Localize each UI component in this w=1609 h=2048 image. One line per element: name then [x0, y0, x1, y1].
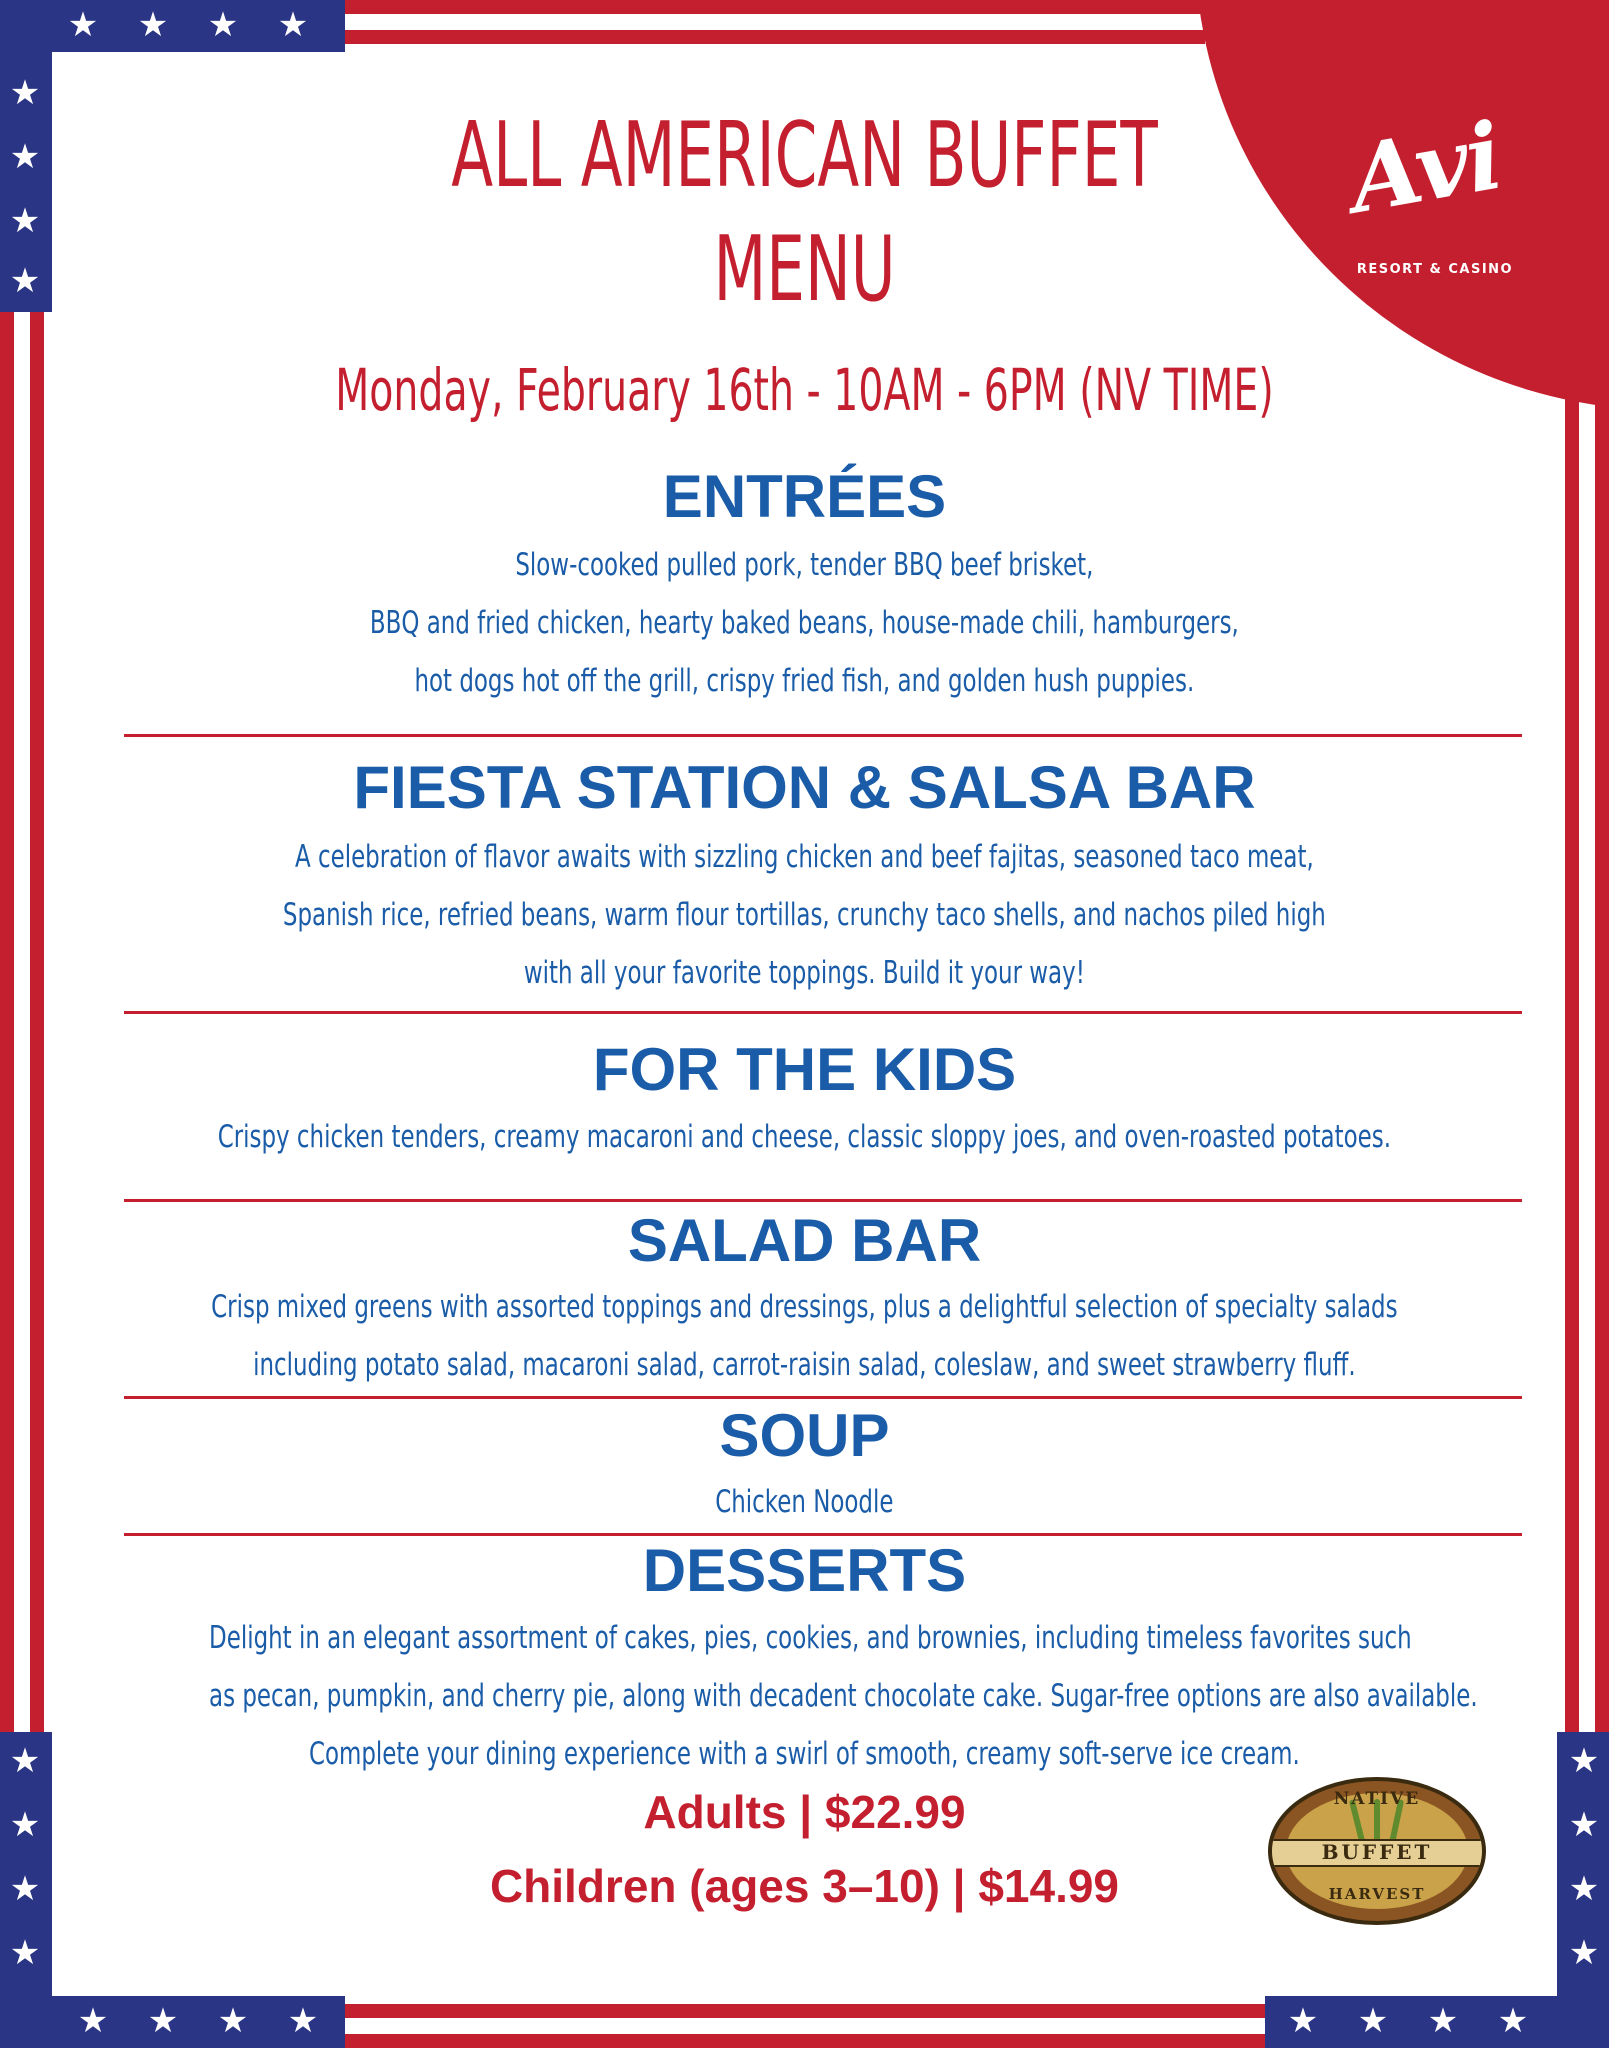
star-icon: ★	[9, 137, 41, 177]
badge-middle-text: BUFFET	[1321, 1840, 1433, 1864]
section-heading-kids: FOR THE KIDS	[592, 1036, 1017, 1103]
menu-title-line2: MENU	[713, 217, 896, 322]
section-heading-fiesta: FIESTA STATION & SALSA BAR	[353, 754, 1256, 821]
section-line: Spanish rice, refried beans, warm flour tortillas, crunchy taco shells, and nachos piled high	[282, 897, 1326, 933]
bottom-red-stripe	[345, 2004, 1265, 2018]
section-line: including potato salad, macaroni salad, carrot-raisin salad, coleslaw, and sweet strawberry fluff.	[253, 1347, 1356, 1383]
badge-top-text: NATIVE	[1333, 1789, 1421, 1809]
child-price: Children (ages 3–10) | $14.99	[489, 1860, 1120, 1912]
section-line: Slow-cooked pulled pork, tender BBQ beef brisket,	[515, 547, 1094, 583]
section-line: Delight in an elegant assortment of cakes, pies, cookies, and brownies, including timeless favorites such	[209, 1620, 1412, 1656]
star-icon: ★	[1427, 2001, 1459, 2041]
star-icon: ★	[1568, 1805, 1600, 1845]
star-icon: ★	[1287, 2001, 1319, 2041]
star-icon: ★	[1568, 1741, 1600, 1781]
star-icon: ★	[217, 2001, 249, 2041]
divider	[124, 1011, 1522, 1014]
top-red-stripe-2	[345, 30, 1205, 44]
star-icon: ★	[277, 5, 309, 45]
event-date: Monday, February 16th - 10AM - 6PM (NV TIME)	[335, 356, 1274, 424]
section-line: Complete your dining experience with a swirl of smooth, creamy soft-serve ice cream.	[308, 1736, 1300, 1772]
section-body-soup	[209, 1473, 1400, 1531]
logo-subtitle: RESORT & CASINO	[1356, 262, 1514, 277]
section-line: as pecan, pumpkin, and cherry pie, along with decadent chocolate cake. Sugar-free options are also available.	[209, 1678, 1478, 1714]
section-line: Chicken Noodle	[715, 1484, 894, 1520]
native-harvest-buffet-badge	[1268, 1777, 1486, 1925]
star-icon: ★	[9, 1805, 41, 1845]
star-icon: ★	[1568, 1933, 1600, 1973]
star-icon: ★	[207, 5, 239, 45]
star-icon: ★	[1497, 2001, 1529, 2041]
badge-bottom-text: HARVEST	[1328, 1885, 1426, 1903]
star-icon: ★	[9, 1933, 41, 1973]
star-icon: ★	[9, 261, 41, 301]
section-heading-desserts: DESSERTS	[642, 1537, 967, 1604]
star-icon: ★	[67, 5, 99, 45]
section-line: with all your favorite toppings. Build it your way!	[523, 955, 1085, 991]
star-icon: ★	[9, 73, 41, 113]
star-icon: ★	[1568, 1869, 1600, 1909]
star-icon: ★	[9, 1741, 41, 1781]
divider	[124, 734, 1522, 737]
section-heading-salad-bar: SALAD BAR	[627, 1207, 982, 1274]
adult-price: Adults | $22.99	[643, 1786, 966, 1838]
star-icon: ★	[9, 1869, 41, 1909]
divider	[124, 1396, 1522, 1399]
menu-title-line1: ALL AMERICAN BUFFET	[451, 103, 1158, 208]
star-icon: ★	[77, 2001, 109, 2041]
section-body-entrees	[209, 536, 1400, 710]
star-icon: ★	[147, 2001, 179, 2041]
star-icon: ★	[1357, 2001, 1389, 2041]
star-icon: ★	[287, 2001, 319, 2041]
section-body-salad-bar	[209, 1278, 1400, 1394]
section-line: Crispy chicken tenders, creamy macaroni and cheese, classic sloppy joes, and oven-roasted potatoes.	[217, 1119, 1392, 1155]
section-line: Crisp mixed greens with assorted toppings and dressings, plus a delightful selection of specialty salads	[211, 1289, 1398, 1325]
section-body-kids	[209, 1108, 1400, 1166]
section-body-fiesta	[209, 828, 1400, 1002]
section-line: A celebration of flavor awaits with sizzling chicken and beef fajitas, seasoned taco meat,	[294, 839, 1314, 875]
star-icon: ★	[137, 5, 169, 45]
section-body-desserts	[209, 1609, 1478, 1783]
section-heading-soup: SOUP	[719, 1402, 890, 1469]
section-heading-entrees: ENTRÉES	[662, 463, 947, 530]
divider	[124, 1199, 1522, 1202]
avi-logo: Avi	[1341, 101, 1509, 235]
star-icon: ★	[9, 201, 41, 241]
top-red-stripe	[345, 0, 1205, 14]
bottom-red-stripe-2	[345, 2034, 1265, 2048]
section-line: BBQ and fried chicken, hearty baked beans, house-made chili, hamburgers,	[369, 605, 1239, 641]
section-line: hot dogs hot off the grill, crispy fried fish, and golden hush puppies.	[414, 663, 1195, 699]
